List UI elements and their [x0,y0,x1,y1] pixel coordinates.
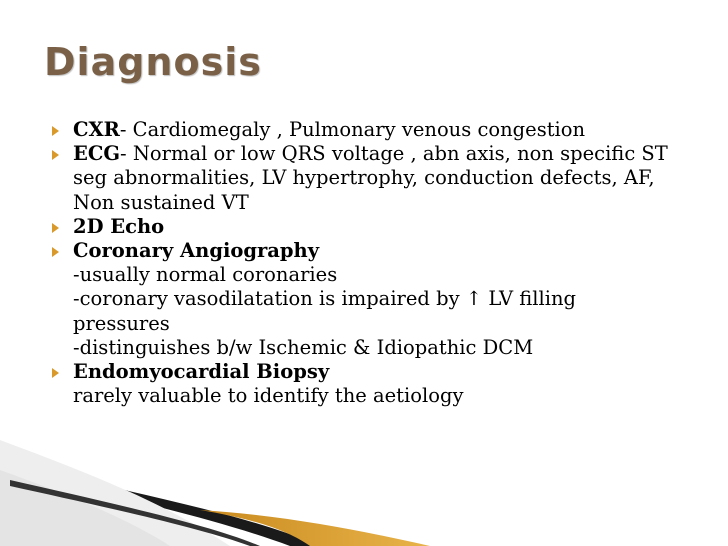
bullet-subline: -coronary vasodilatation is impaired by ↑ LV filling pressures [73,287,577,335]
bullet-heading: CXR [73,118,120,141]
slide-title: Diagnosis [44,40,262,84]
bullet-list [51,118,671,408]
bullet-item-angiography [51,239,671,360]
bullet-heading: Coronary Angiography [73,239,320,263]
bullet-text: - Normal or low QRS voltage , abn axis, non specific ST seg abnormalities, LV hypertrophy, conduction defects, AF, Non sustained VT [73,142,668,214]
triangle-bullet-icon [52,368,59,378]
triangle-bullet-icon [52,223,59,233]
bullet-text: - Cardiomegaly , Pulmonary venous congestion [119,118,586,141]
bullet-subline: -usually normal coronaries [73,263,338,287]
bullet-item-ecg [51,142,671,215]
bullet-item-cxr [51,118,671,142]
triangle-bullet-icon [52,126,59,136]
bullet-subline: -distinguishes b/w Ischemic & Idiopathic DCM [73,335,534,359]
bullet-heading: 2D Echo [73,214,165,238]
bullet-item-biopsy [51,360,671,408]
bullet-heading: Endomyocardial Biopsy [73,360,330,384]
triangle-bullet-icon [52,247,59,257]
bullet-subline: rarely valuable to identify the aetiology [73,384,464,408]
triangle-bullet-icon [52,150,59,160]
bullet-heading: ECG [73,142,121,166]
bullet-item-echo [51,215,671,239]
